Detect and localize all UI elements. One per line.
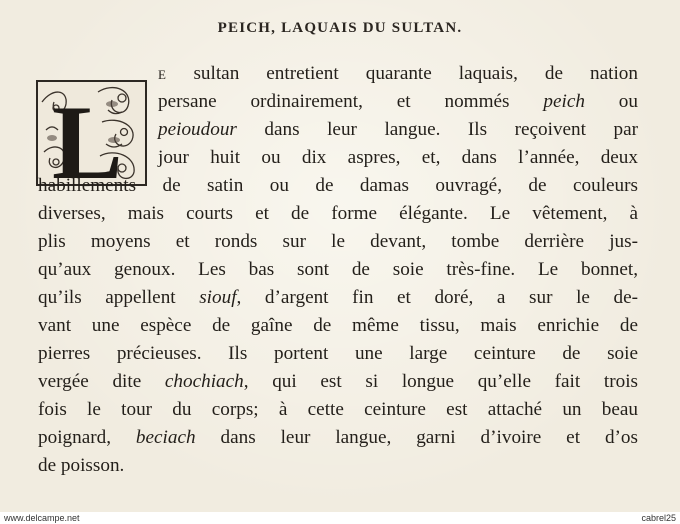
line-text: , d’argent fin et doré, a sur le de- (236, 287, 638, 308)
text-line (38, 172, 638, 200)
italic-term: chochiach (164, 371, 244, 392)
text-line (38, 368, 638, 396)
line-text: jour huit ou dix aspres, et, dans l’année, deux (158, 147, 638, 168)
text-line (38, 116, 638, 144)
source-watermark-left: www.delcampe.net (4, 513, 80, 523)
line-text: habillements de satin ou de damas ouvragé, de couleurs (38, 175, 638, 196)
page-title: PEICH, LAQUAIS DU SULTAN. (217, 20, 463, 36)
source-watermark-right: cabrel25 (641, 513, 676, 523)
text-line (38, 396, 638, 424)
text-line (38, 256, 638, 284)
text-line (38, 452, 638, 480)
text-line (38, 200, 638, 228)
line-text: dans leur langue, garni d’ivoire et d’os (195, 427, 638, 448)
body-text (38, 60, 638, 480)
line-text: persane ordinairement, et nommés (158, 91, 544, 112)
line-text: vant une espèce de gaîne de même tissu, mais enrichie de (38, 315, 638, 336)
text-line (38, 424, 638, 452)
watermark-footer (0, 512, 680, 524)
drop-cap-letter: L (52, 84, 123, 184)
line-text: fois le tour du corps; à cette ceinture est attaché un beau (38, 399, 638, 420)
line-text: diverses, mais courts et de forme élégante. Le vêtement, à (38, 203, 638, 224)
italic-term: peioudour (158, 119, 237, 140)
small-caps-continuation: E (158, 67, 167, 82)
italic-term: peich (543, 91, 585, 112)
text-line (38, 340, 638, 368)
line-text: sultan entretient quarante laquais, de nation (166, 63, 638, 84)
text-line (38, 60, 638, 88)
text-line (38, 228, 638, 256)
line-text: de poisson. (38, 455, 125, 476)
line-text: plis moyens et ronds sur le devant, tombe derrière jus- (38, 231, 638, 252)
line-text: , qui est si longue qu’elle fait trois (243, 371, 638, 392)
line-text: ou (584, 91, 638, 112)
line-text: dans leur langue. Ils reçoivent par (236, 119, 638, 140)
line-text: qu’aux genoux. Les bas sont de soie très-fine. Le bonnet, (38, 259, 638, 280)
line-text: pierres précieuses. Ils portent une large ceinture de soie (38, 343, 638, 364)
italic-term: beciach (135, 427, 196, 448)
line-text: qu’ils appellent (38, 287, 200, 308)
line-text: poignard, (38, 427, 136, 448)
text-line (38, 312, 638, 340)
text-line (38, 144, 638, 172)
italic-term: siouf (199, 287, 237, 308)
text-line (38, 88, 638, 116)
line-text: vergée dite (38, 371, 165, 392)
text-line (38, 284, 638, 312)
